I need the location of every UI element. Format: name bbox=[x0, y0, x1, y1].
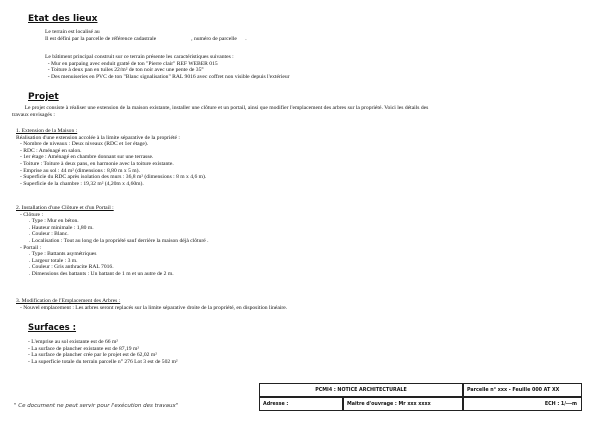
surface-item: - La superficie totale du terrain parcelle n° 276 Lot 3 est de 502 m² bbox=[28, 358, 178, 365]
section-arbres bbox=[16, 298, 287, 311]
extension-item: - Superficie de la chambre : 19,32 m² (4,20m x 4,60m). bbox=[20, 180, 144, 187]
section-extension bbox=[16, 128, 206, 187]
extension-item: - RDC : Aménagé en salon. bbox=[20, 147, 82, 154]
heading-surfaces: Surfaces : bbox=[28, 323, 77, 333]
projet-intro bbox=[12, 105, 428, 118]
batiment-line: Le bâtiment principal construit sur ce terrain présente les caractéristiques suivantes : bbox=[45, 54, 234, 60]
title-block-document: PCMI4 : NOTICE ARCHITECTURALE bbox=[259, 383, 463, 397]
extension-item: - Nombre de niveaux : Deux niveaux (RDC et 1er étage). bbox=[20, 141, 149, 148]
surfaces-list bbox=[28, 339, 178, 365]
cloture-label: - Clôture : bbox=[20, 211, 43, 218]
surface-item: - La surface de plancher crée par le projet est de 62,02 m² bbox=[28, 352, 157, 359]
batiment-line: - Des menuiseries en PVC de ton "Blanc signalisation" RAL 9016 avec coffret non visible depuis l'extérieur bbox=[45, 73, 290, 80]
disclaimer-note: " Ce document ne peut servir pour l'exécution des travaux" bbox=[14, 403, 179, 409]
etat-intro-line: Le terrain est localisé au bbox=[45, 29, 100, 35]
projet-intro-line: travaux envisagés : bbox=[12, 111, 55, 118]
extension-item: - Superficie du RDC après isolation des murs : 36,8 m² (dimensions : 8 m x 4,6 m). bbox=[20, 174, 207, 181]
portail-item: . Dimensions des battants : Un battant de 1 m et un autre de 2 m. bbox=[29, 270, 174, 277]
portail-item: . Largeur totale : 3 m. bbox=[29, 257, 78, 264]
cloture-item: . Localisation : Tout au long de la propriété sauf derrière la maison déjà clôturé . bbox=[29, 237, 209, 244]
etat-intro bbox=[45, 29, 247, 42]
section-extension-lead: Réalisation d'une extension accolée à la limite séparative de la propriété : bbox=[16, 134, 180, 141]
surface-item: - La surface de plancher existante est de 87,19 m² bbox=[28, 345, 140, 352]
cloture-item: . Type : Mur en béton. bbox=[29, 218, 79, 225]
batiment-line: - Toiture à deux pan en tuiles 22/m² de ton noir avec une pente de 35° bbox=[45, 67, 204, 74]
cloture-item: . Hauteur minimale : 1,80 m. bbox=[29, 224, 94, 231]
section-cloture-portail bbox=[16, 205, 209, 278]
portail-item: . Type : Battants asymétriques bbox=[29, 251, 97, 258]
etat-batiment bbox=[45, 54, 290, 80]
section-cloture-title: 2. Installation d'une Clôture et d'un Portail : bbox=[16, 205, 114, 211]
section-extension-title: 1. Extension de la Maison : bbox=[16, 128, 78, 134]
title-block-echelle: ECH : 1/---m bbox=[463, 397, 582, 411]
arbres-item: - Nouvel emplacement : Les arbres seront replacés sur la limite séparative droite de la propriété, en disposition linéaire. bbox=[20, 304, 288, 311]
title-block-adresse: Adresse : bbox=[259, 397, 343, 411]
extension-item: - Emprise au sol : 44 m² (dimensions : 8,80 m x 5 m). bbox=[20, 167, 140, 174]
extension-item: - 1er étage : Aménagé en chambre donnant sur une terrasse. bbox=[20, 154, 154, 161]
cloture-item: . Couleur : Blanc. bbox=[29, 231, 69, 238]
etat-intro-line: Il est défini par la parcelle de référence cadastrale , numéro de parcelle . bbox=[45, 35, 247, 42]
surface-item: - L'emprise au sol existante est de 66 m² bbox=[28, 339, 118, 345]
batiment-line: - Mur en parpaing avec enduit gratté de ton "Pierre clair" REF WEBER 015 bbox=[45, 60, 218, 67]
section-arbres-title: 3. Modification de l'Emplacement des Arbres : bbox=[16, 298, 121, 304]
title-block bbox=[259, 383, 582, 411]
title-block-maitre-ouvrage: Maitre d'ouvrage : Mr xxx xxxx bbox=[343, 397, 463, 411]
extension-item: - Toiture : Toiture à deux pans, en harmonie avec la toiture existante. bbox=[20, 160, 174, 167]
heading-projet: Projet bbox=[28, 92, 59, 102]
heading-etat-des-lieux: Etat des lieux bbox=[28, 14, 98, 24]
title-block-parcelle: Parcelle n° xxx - Feuille 000 AT XX bbox=[463, 383, 582, 397]
portail-label: - Portail : bbox=[20, 244, 42, 251]
projet-intro-line: Le projet consiste à réaliser une extension de la maison existante, installer une clôture et un portail, ainsi que modifier l'emplacement des arbres sur la propriété. Voici les détails des bbox=[12, 105, 429, 111]
portail-item: . Couleur : Gris anthracite RAL 7016. bbox=[29, 264, 114, 271]
